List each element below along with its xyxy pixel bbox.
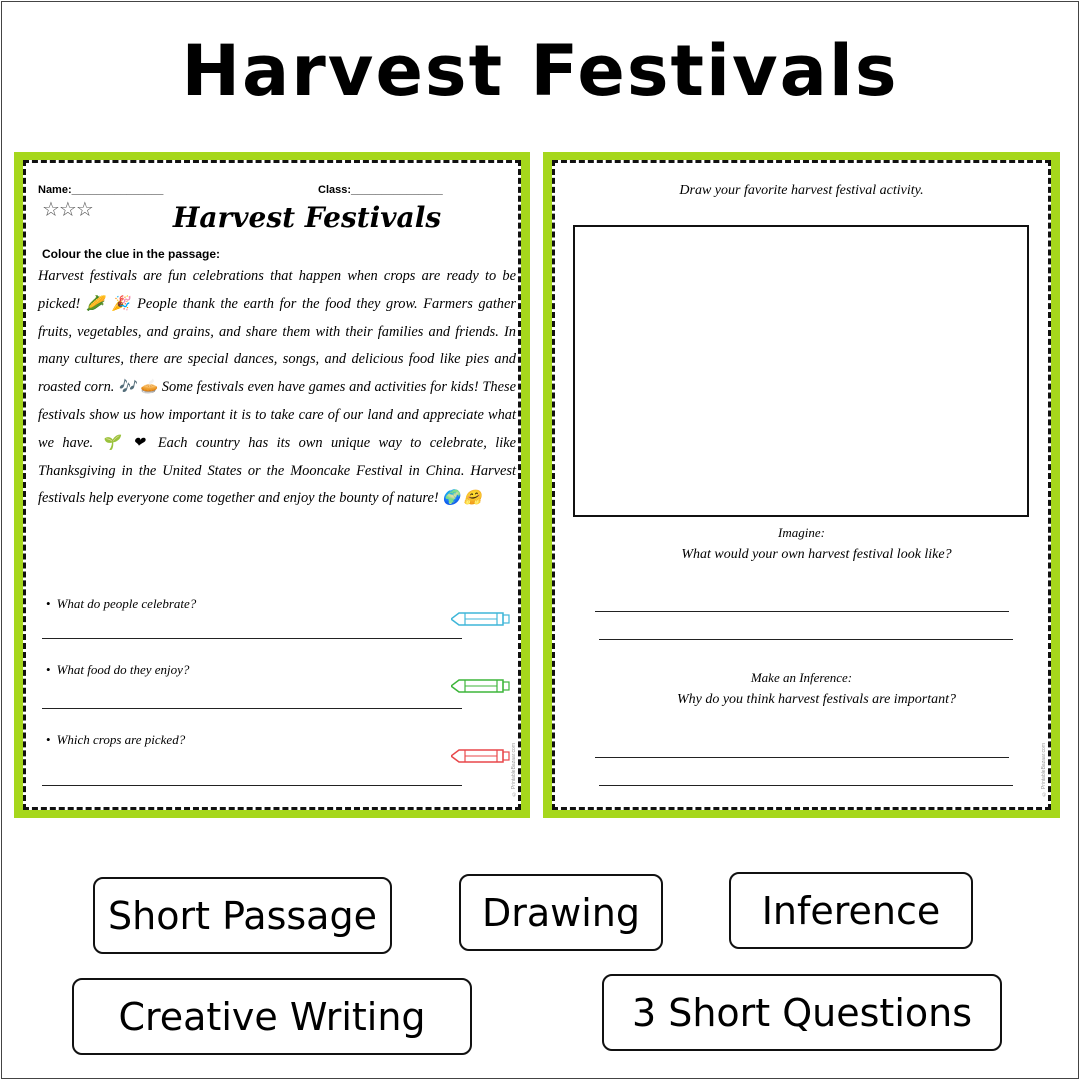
- bullet-icon: •: [46, 662, 51, 677]
- tag-drawing: Drawing: [459, 874, 663, 951]
- inference-question: Why do you think harvest festivals are important?: [676, 692, 957, 707]
- question-2: [46, 662, 189, 678]
- tag-short-passage: Short Passage: [93, 877, 392, 954]
- question-3: [46, 732, 185, 748]
- answer-line[interactable]: [42, 638, 462, 639]
- worksheet-page-drawing: [543, 152, 1060, 818]
- answer-line[interactable]: [42, 785, 462, 786]
- writing-line[interactable]: [599, 639, 1013, 640]
- writing-line[interactable]: [595, 757, 1009, 758]
- draw-prompt: Draw your favorite harvest festival activity.: [679, 183, 924, 198]
- answer-line[interactable]: [42, 708, 462, 709]
- reading-passage: Harvest festivals are fun celebrations that happen when crops are ready to be picked! 🌽 🎉 People thank the earth for the food they grow. Farmers gather fruits, vegetables, and grains, and share them with their families and friends. In many cultures, there are special dances, songs, and delicious food like pies and roasted corn. 🎶 🥧 Some festivals even have games and activities for kids! These festivals show us how important it is to take care of our land and appreciate what we have. 🌱 ❤ Each country has its own unique way to celebrate, like Thanksgiving in the United States or the Mooncake Festival in China. Harvest festivals help everyone come together and enjoy the bounty of nature! 🌍 🤗: [38, 268, 516, 507]
- worksheet-title: Harvest Festivals: [172, 201, 442, 234]
- copyright-watermark: © PrintableBazaar.com: [1041, 743, 1047, 797]
- worksheet-page-passage: [14, 152, 530, 818]
- imagine-question: What would your own harvest festival look like?: [681, 547, 952, 562]
- tag-inference: Inference: [729, 872, 973, 949]
- name-field-label: Name:_______________: [38, 184, 164, 196]
- rating-stars-icon: ☆☆☆: [42, 197, 93, 221]
- writing-line[interactable]: [595, 611, 1009, 612]
- bullet-icon: •: [46, 732, 51, 747]
- crayon-icon-red: [451, 748, 511, 764]
- question-1: [46, 596, 196, 612]
- class-field-label: Class:_______________: [318, 184, 443, 196]
- tag-3-short-questions: 3 Short Questions: [602, 974, 1002, 1051]
- crayon-icon-blue: [451, 611, 511, 627]
- drawing-box[interactable]: [573, 225, 1029, 517]
- question-text: What food do they enjoy?: [56, 662, 190, 677]
- question-text: Which crops are picked?: [56, 732, 186, 747]
- imagine-heading: Imagine:: [778, 525, 825, 540]
- worksheet-sheet: [552, 160, 1051, 810]
- worksheet-sheet: [23, 160, 521, 810]
- question-text: What do people celebrate?: [56, 596, 197, 611]
- inference-heading: Make an Inference:: [750, 670, 853, 685]
- tag-creative-writing: Creative Writing: [72, 978, 472, 1055]
- crayon-icon-green: [451, 678, 511, 694]
- bullet-icon: •: [46, 596, 51, 611]
- writing-line[interactable]: [599, 785, 1013, 786]
- main-title: Harvest Festivals: [181, 30, 899, 112]
- copyright-watermark: © PrintableBazaar.com: [511, 743, 517, 797]
- passage-instruction: Colour the clue in the passage:: [42, 247, 221, 261]
